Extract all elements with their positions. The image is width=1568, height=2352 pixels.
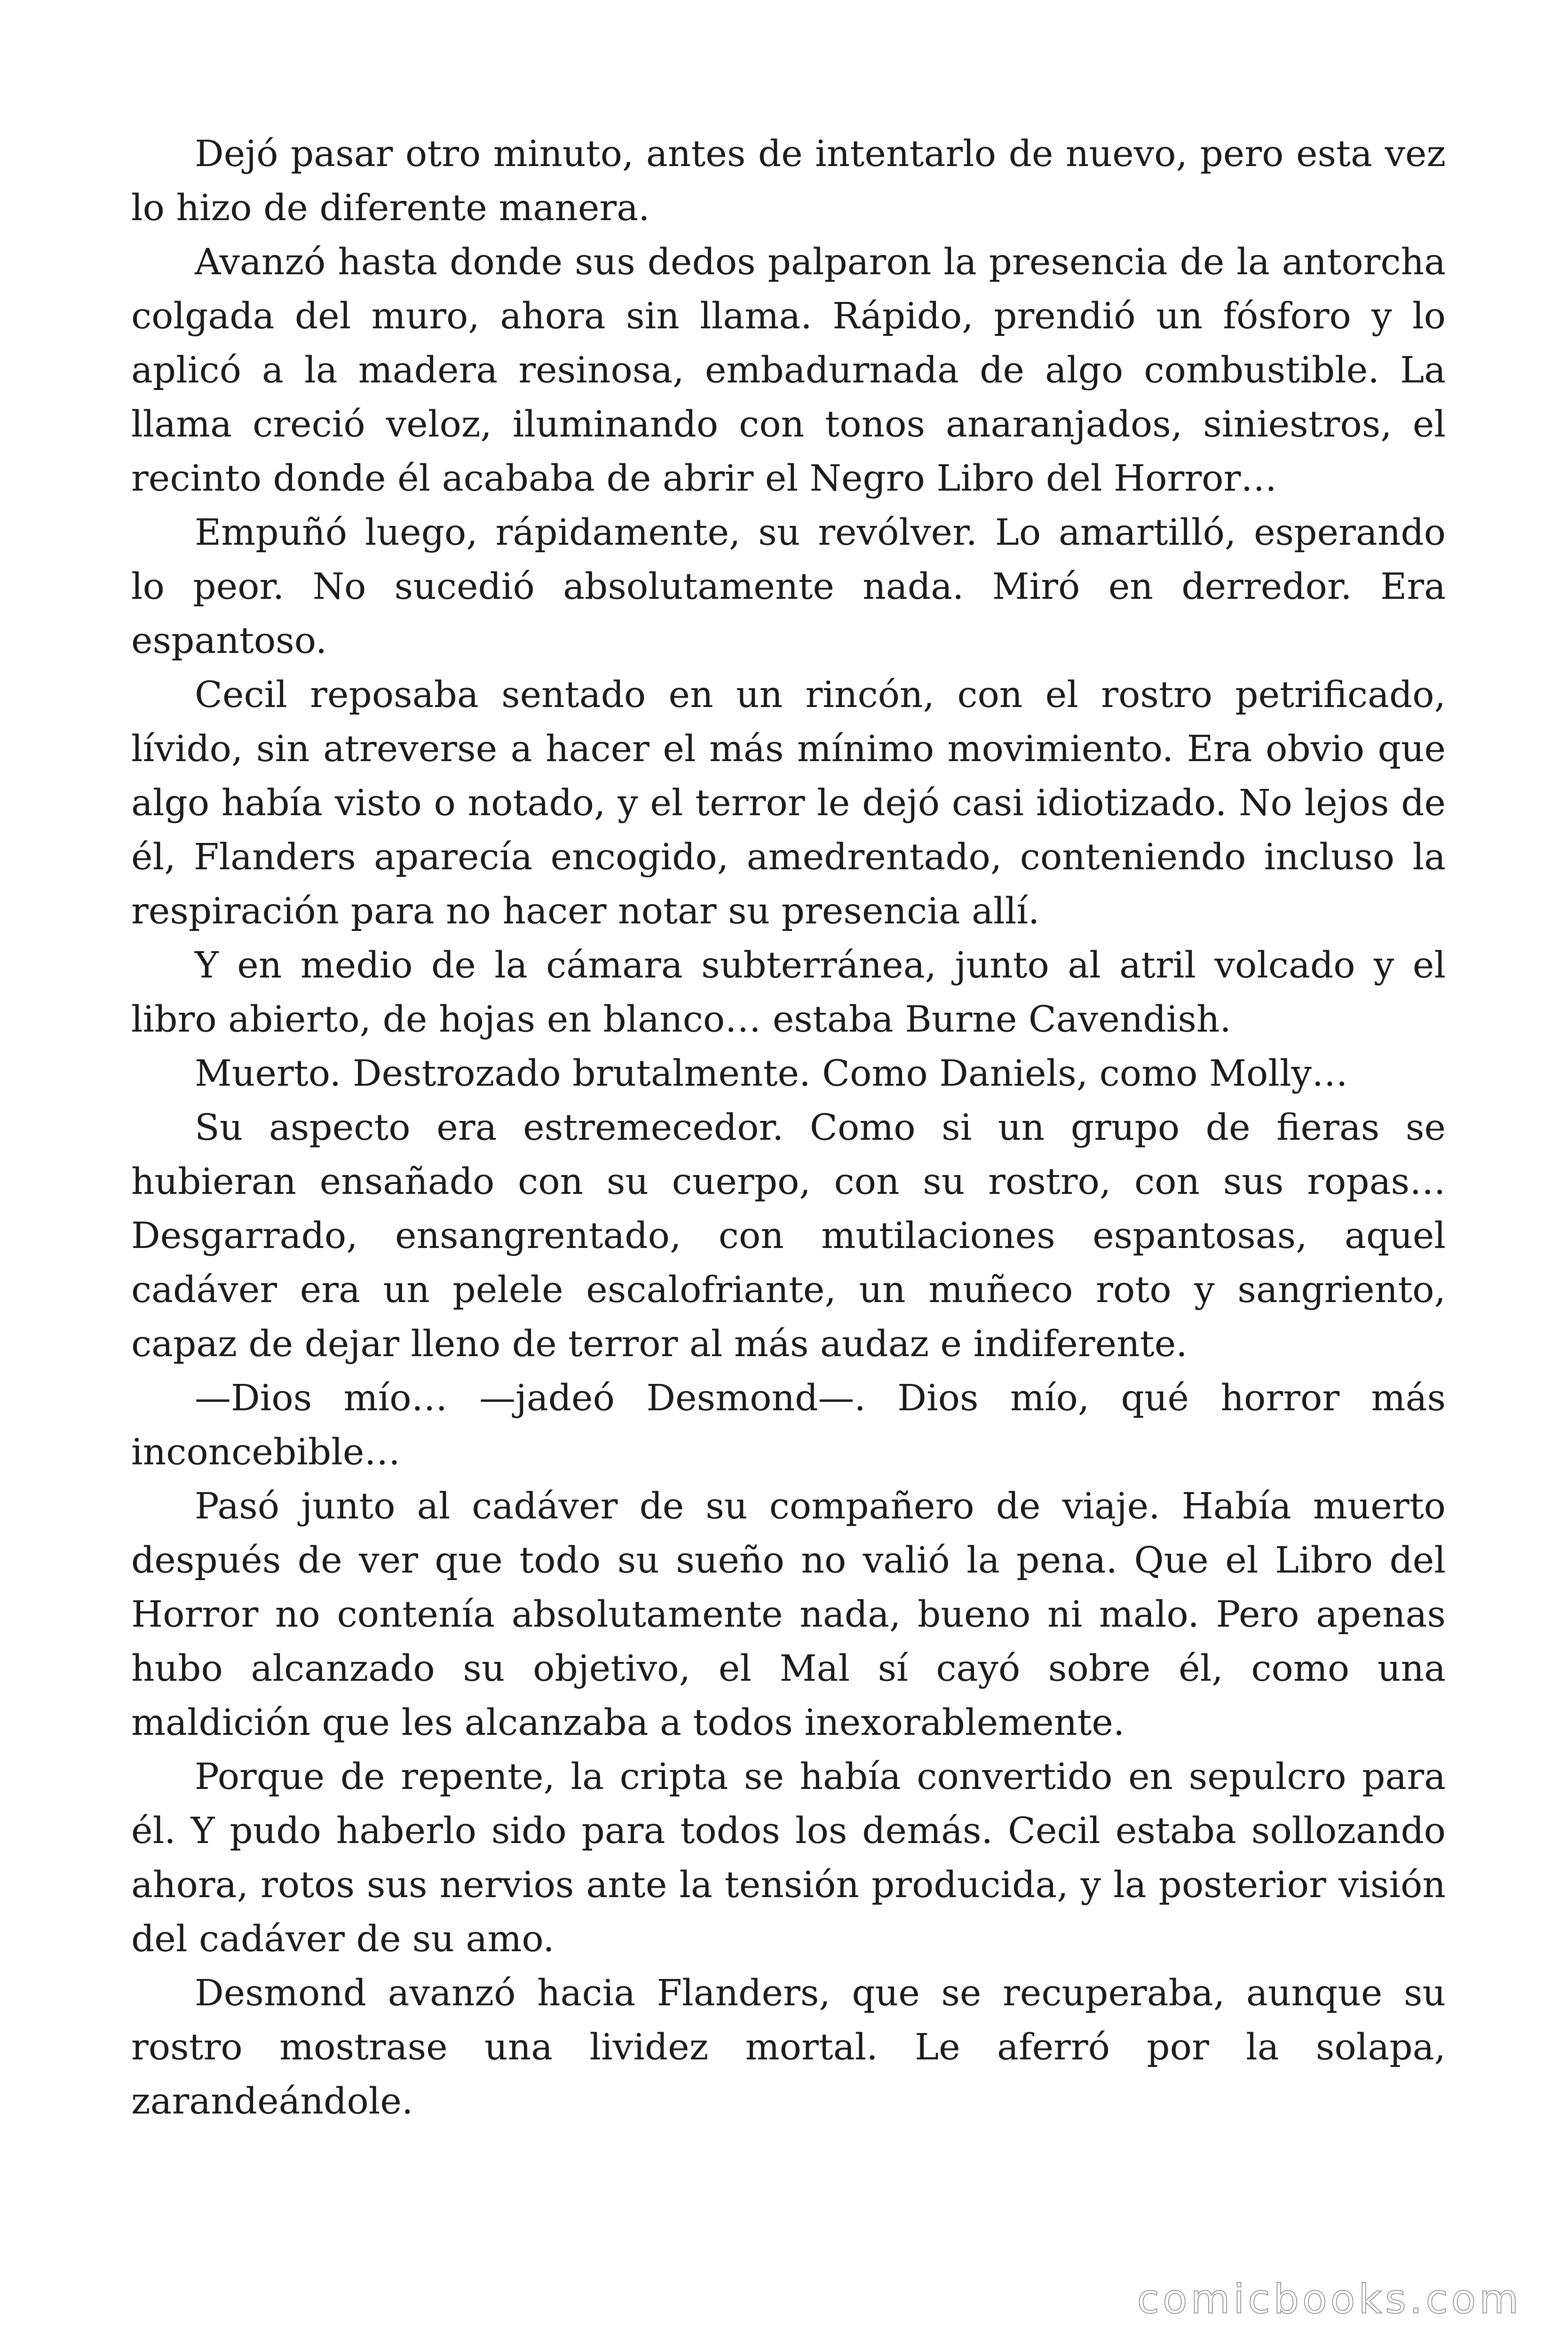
paragraph: Muerto. Destrozado brutalmente. Como Daniels, como Molly… (195, 1053, 1348, 1095)
paragraph: Y en medio de la cámara subterránea, junto al atril volcado y el libro abierto, de hojas en blanco… estaba Burne Cavendish. (131, 945, 1446, 1041)
paragraph: Pasó junto al cadáver de su compañero de viaje. Había muerto después de ver que todo su sueño no valió la pena. Que el Libro del Horror no contenía absolutamente nada, bueno ni malo. Pero apenas hubo alcanzado su objetivo, el Mal sí cayó sobre él, como una maldición que les alcanzaba a todos inexorablemente. (131, 1486, 1446, 1744)
paragraph: Avanzó hasta donde sus dedos palparon la presencia de la antorcha colgada del muro, ahora sin llama. Rápido, prendió un fósforo y lo aplicó a la madera resinosa, embadurnada de algo combustible. La llama creció veloz, iluminando con tonos anaranjados, siniestros, el recinto donde él acababa de abrir el Negro Libro del Horror… (131, 241, 1446, 500)
book-page-text (131, 127, 1446, 2129)
paragraph: Dejó pasar otro minuto, antes de intentarlo de nuevo, pero esta vez lo hizo de diferente manera. (131, 133, 1446, 229)
paragraph: Su aspecto era estremecedor. Como si un grupo de fieras se hubieran ensañado con su cuerpo, con su rostro, con sus ropas… Desgarrado, ensangrentado, con mutilaciones espantosas, aquel cadáver era un pelele escalofriante, un muñeco roto y sangriento, capaz de dejar lleno de terror al más audaz e indiferente. (131, 1107, 1446, 1365)
paragraph: Desmond avanzó hacia Flanders, que se recuperaba, aunque su rostro mostrase una lividez mortal. Le aferró por la solapa, zarandeándole. (131, 1972, 1446, 2122)
watermark: comicbooks.com (1137, 2276, 1522, 2323)
paragraph: Empuñó luego, rápidamente, su revólver. Lo amartilló, esperando lo peor. No sucedió absolutamente nada. Miró en derredor. Era espantoso. (131, 512, 1446, 662)
paragraph: —Dios mío… —jadeó Desmond—. Dios mío, qué horror más inconcebible… (131, 1377, 1446, 1473)
paragraph: Porque de repente, la cripta se había convertido en sepulcro para él. Y pudo haberlo sido para todos los demás. Cecil estaba sollozando ahora, rotos sus nervios ante la tensión producida, y la posterior visión del cadáver de su amo. (131, 1756, 1446, 1960)
paragraph: Cecil reposaba sentado en un rincón, con el rostro petrificado, lívido, sin atreverse a hacer el más mínimo movimiento. Era obvio que algo había visto o notado, y el terror le dejó casi idiotizado. No lejos de él, Flanders aparecía encogido, amedrentado, conteniendo incluso la respiración para no hacer notar su presencia allí. (131, 674, 1446, 932)
